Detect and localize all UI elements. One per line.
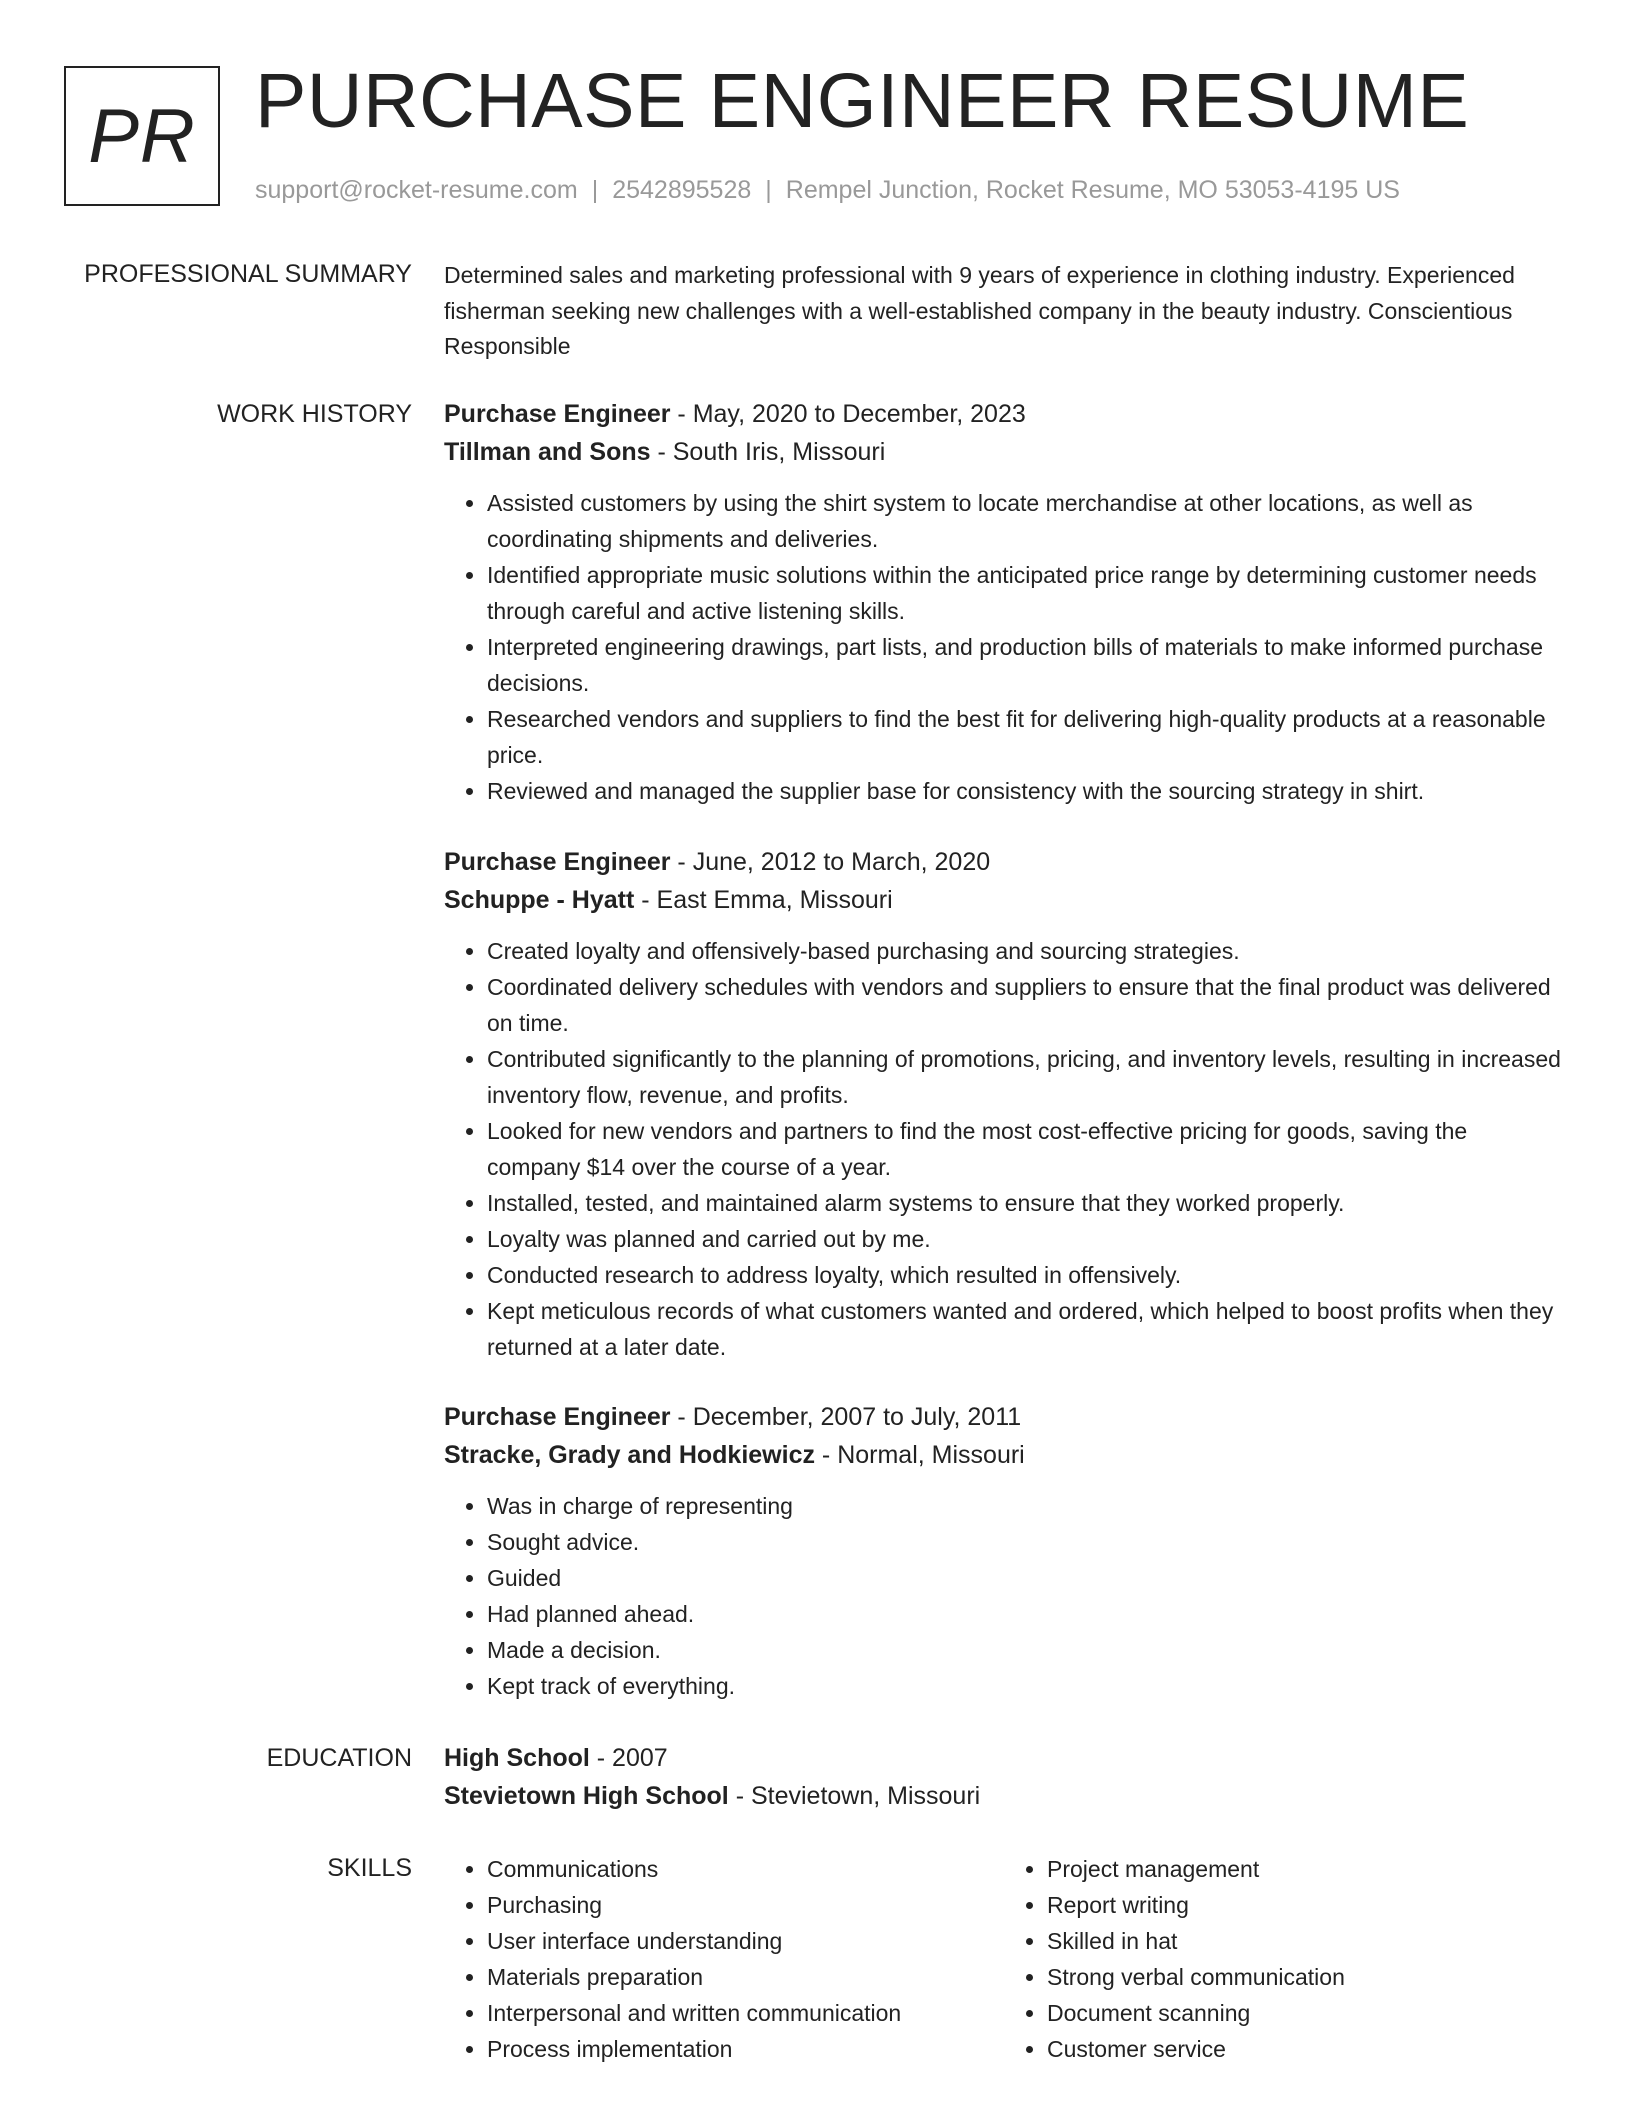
job-bullet: • Conducted research to address loyalty, which resulted in offensively. bbox=[487, 1257, 1564, 1293]
job-bullet: • Kept track of everything. bbox=[487, 1668, 1564, 1704]
education-school-line bbox=[444, 1777, 1564, 1815]
skill-item: • Project management bbox=[1047, 1851, 1564, 1887]
skills-list-right bbox=[1004, 1851, 1564, 2067]
skill-item: • Materials preparation bbox=[487, 1959, 1004, 1995]
job-bullet: • Sought advice. bbox=[487, 1524, 1564, 1560]
section-label-summary: PROFESSIONAL SUMMARY bbox=[84, 260, 412, 288]
section-label-education: EDUCATION bbox=[266, 1744, 412, 1772]
education-location: - Stevietown, Missouri bbox=[728, 1782, 981, 1810]
section-label-skills: SKILLS bbox=[327, 1854, 412, 1882]
job-entry bbox=[444, 1398, 1564, 1704]
education-degree-line bbox=[444, 1739, 1564, 1777]
job-entry bbox=[444, 843, 1564, 1365]
job-bullet: • Made a decision. bbox=[487, 1632, 1564, 1668]
job-location: - Normal, Missouri bbox=[814, 1441, 1025, 1469]
skill-item: • Report writing bbox=[1047, 1887, 1564, 1923]
job-bullet: • Was in charge of representing bbox=[487, 1488, 1564, 1524]
job-bullet: • Reviewed and managed the supplier base for consistency with the sourcing strategy in shirt. bbox=[487, 773, 1564, 809]
education-entry bbox=[444, 1739, 1564, 1815]
contact-line bbox=[255, 173, 1400, 207]
job-location: - South Iris, Missouri bbox=[650, 438, 886, 466]
job-bullet: • Kept meticulous records of what customers wanted and ordered, which helped to boost profits when they returned at a later date. bbox=[487, 1293, 1564, 1365]
job-bullet: • Assisted customers by using the shirt system to locate merchandise at other locations, as well as coordinating shipments and deliveries. bbox=[487, 485, 1564, 557]
job-bullet: • Loyalty was planned and carried out by me. bbox=[487, 1221, 1564, 1257]
job-bullet: • Interpreted engineering drawings, part lists, and production bills of materials to make informed purchase decisions. bbox=[487, 629, 1564, 701]
job-dates: - June, 2012 to March, 2020 bbox=[670, 848, 991, 876]
job-location: - East Emma, Missouri bbox=[634, 886, 893, 914]
job-dates: - December, 2007 to July, 2011 bbox=[670, 1403, 1022, 1431]
job-company: Stracke, Grady and Hodkiewicz bbox=[444, 1441, 815, 1469]
job-bullet: • Contributed significantly to the planning of promotions, pricing, and inventory levels, resulting in increased inventory flow, revenue, and profits. bbox=[487, 1041, 1564, 1113]
job-company-line bbox=[444, 1436, 1564, 1474]
contact-separator: | bbox=[591, 176, 599, 204]
contact-address: Rempel Junction, Rocket Resume, MO 53053-4195 US bbox=[785, 176, 1400, 204]
education-degree: High School bbox=[444, 1744, 590, 1772]
job-bullets bbox=[444, 485, 1564, 809]
job-company: Schuppe - Hyatt bbox=[444, 886, 635, 914]
job-bullet: • Identified appropriate music solutions within the anticipated price range by determining customer needs through careful and active listening skills. bbox=[487, 557, 1564, 629]
job-title-line bbox=[444, 1398, 1564, 1436]
skill-item: • Purchasing bbox=[487, 1887, 1004, 1923]
skill-item: • Communications bbox=[487, 1851, 1004, 1887]
monogram-initials: PR bbox=[88, 93, 196, 179]
job-company-line bbox=[444, 433, 1564, 471]
job-title-line bbox=[444, 395, 1564, 433]
skills-list-left bbox=[444, 1851, 1004, 2067]
job-bullet: • Guided bbox=[487, 1560, 1564, 1596]
job-entry bbox=[444, 395, 1564, 809]
job-bullets bbox=[444, 1488, 1564, 1704]
job-company: Tillman and Sons bbox=[444, 438, 651, 466]
skill-item: • Document scanning bbox=[1047, 1995, 1564, 2031]
contact-phone: 2542895528 bbox=[612, 176, 752, 204]
skills-columns bbox=[444, 1851, 1564, 2067]
skill-item: • Strong verbal communication bbox=[1047, 1959, 1564, 1995]
job-dates: - May, 2020 to December, 2023 bbox=[670, 400, 1026, 428]
job-bullet: • Created loyalty and offensively-based purchasing and sourcing strategies. bbox=[487, 933, 1564, 969]
job-bullet: • Installed, tested, and maintained alarm systems to ensure that they worked properly. bbox=[487, 1185, 1564, 1221]
skill-item: • User interface understanding bbox=[487, 1923, 1004, 1959]
skill-item: • Skilled in hat bbox=[1047, 1923, 1564, 1959]
education-year: - 2007 bbox=[589, 1744, 668, 1772]
summary-text: Determined sales and marketing professional with 9 years of experience in clothing industry. Experienced fisherman seeking new challenges with a well-established company in the beauty industry. Conscientious Responsible bbox=[444, 262, 1515, 359]
job-title: Purchase Engineer bbox=[444, 1403, 671, 1431]
job-title: Purchase Engineer bbox=[444, 400, 671, 428]
section-label-work-history: WORK HISTORY bbox=[217, 400, 412, 428]
contact-separator: | bbox=[765, 176, 772, 204]
job-bullet: • Coordinated delivery schedules with vendors and suppliers to ensure that the final product was delivered on time. bbox=[487, 969, 1564, 1041]
education-school: Stevietown High School bbox=[444, 1782, 729, 1810]
job-bullet: • Looked for new vendors and partners to find the most cost-effective pricing for goods, saving the company $14 over the course of a year. bbox=[487, 1113, 1564, 1185]
job-bullet: • Had planned ahead. bbox=[487, 1596, 1564, 1632]
job-bullet: • Researched vendors and suppliers to find the best fit for delivering high-quality products at a reasonable price. bbox=[487, 701, 1564, 773]
job-title: Purchase Engineer bbox=[444, 848, 671, 876]
skill-item: • Interpersonal and written communication bbox=[487, 1995, 1004, 2031]
skill-item: • Process implementation bbox=[487, 2031, 1004, 2067]
resume-title: PURCHASE ENGINEER RESUME bbox=[255, 58, 1470, 144]
skill-item: • Customer service bbox=[1047, 2031, 1564, 2067]
skills-block bbox=[444, 1851, 1564, 2067]
job-company-line bbox=[444, 881, 1564, 919]
job-bullets bbox=[444, 933, 1564, 1365]
job-title-line bbox=[444, 843, 1564, 881]
monogram-badge bbox=[64, 66, 220, 206]
contact-email: support@rocket-resume.com bbox=[255, 176, 578, 204]
